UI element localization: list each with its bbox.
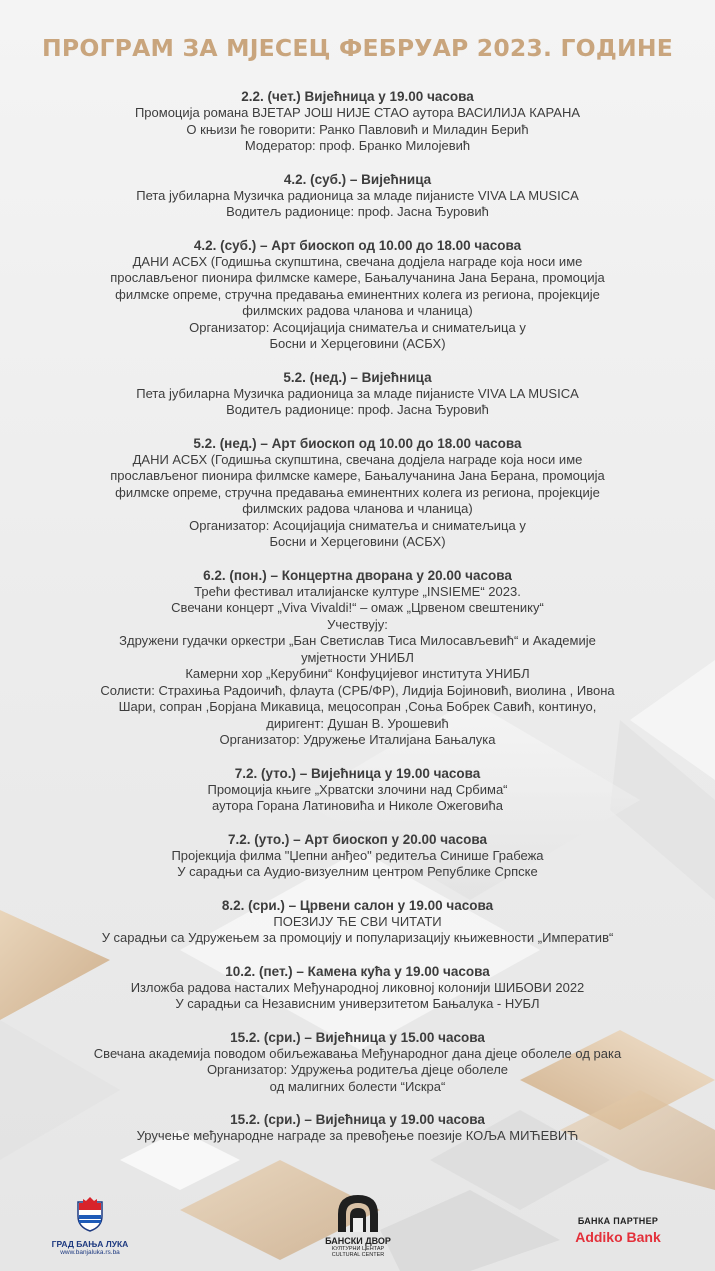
event-item — [0, 897, 715, 947]
event-line: Организатор: Удружење Италијана Бањалука — [219, 732, 496, 747]
event-line: Камерни хор „Керубини“ Конфуцијевог института УНИБЛ — [185, 666, 530, 681]
event-line: Уручење међународне награде за превођење поезије КОЉА МИЋЕВИЋ — [136, 1128, 579, 1143]
event-line: Водитељ радионице: проф. Јасна Ђуровић — [226, 204, 489, 219]
event-line: У сарадњи са Независним универзитетом Бањалука - НУБЛ — [175, 996, 540, 1011]
event-line: аутора Горана Латиновића и Николе Ожеговића — [212, 798, 503, 813]
event-line: У сарадњи са Удружењем за промоцију и популаризацију књижевности „Императив“ — [101, 930, 614, 945]
event-line: ПОЕЗИЈУ ЋЕ СВИ ЧИТАТИ — [273, 913, 442, 929]
event-line: Организатор: Удружења родитеља дјеце оболеле — [206, 1062, 509, 1077]
arch-emblem-icon — [335, 1192, 381, 1232]
cultural-center-subtitle: КУЛТУРНИ ЦЕНТАР — [331, 1246, 385, 1252]
event-item — [0, 171, 715, 221]
event-item — [0, 567, 715, 749]
event-line: Свечана академија поводом обиљежавања Међународног дана дјеце оболеле од рака — [93, 1045, 622, 1061]
event-line: филмских радова чланова и чланица) — [242, 303, 473, 318]
city-logo — [50, 1196, 130, 1256]
city-coat-of-arms-icon — [75, 1196, 105, 1232]
cultural-center-name: БАНСКИ ДВОР — [325, 1236, 391, 1246]
event-heading: 15.2. (сри.) – Вијећница у 19.00 часова — [230, 1112, 485, 1127]
event-line: Свечани концерт „Viva Vivaldi!“ – омаж „Црвеном свештенику“ — [171, 600, 544, 615]
event-list — [0, 88, 715, 1161]
page-title: ПРОГРАМ ЗА МЈЕСЕЦ ФЕБРУАР 2023. ГОДИНЕ — [42, 34, 673, 62]
city-name: ГРАД БАЊА ЛУКА — [51, 1239, 129, 1249]
event-heading: 5.2. (нед.) – Вијећница — [283, 369, 432, 385]
event-item — [0, 1029, 715, 1096]
event-line: Водитељ радионице: проф. Јасна Ђуровић — [226, 402, 489, 417]
event-item — [0, 765, 715, 815]
event-line: од малигних болести “Искра“ — [269, 1078, 446, 1094]
event-item — [0, 831, 715, 881]
event-heading: 8.2. (сри.) – Црвени салон у 19.00 часова — [221, 897, 494, 913]
event-line: Изложба радова насталих Међународној ликовној колонији ШИБОВИ 2022 — [130, 979, 585, 995]
event-line: Босни и Херцеговини (АСБХ) — [269, 336, 446, 351]
event-item — [0, 369, 715, 419]
event-line: Здружени гудачки оркестри „Бан Светислав Тиса Милосављевић“ и Академије — [119, 633, 596, 648]
event-heading: 15.2. (сри.) – Вијећница у 15.00 часова — [230, 1029, 485, 1045]
event-line: ДАНИ АСБХ (Годишња скупштина, свечана додјела награде која носи име — [132, 253, 583, 269]
event-line: Босни и Херцеговини (АСБХ) — [269, 534, 446, 549]
event-line: Шари, сопран ,Борјана Микавица, мецосопран ,Соња Бобрек Савић, континуо, — [118, 699, 597, 714]
event-line: Модератор: проф. Бранко Милојевић — [244, 138, 471, 153]
event-item — [0, 237, 715, 353]
event-line: ДАНИ АСБХ (Годишња скупштина, свечана додјела награде која носи име — [132, 451, 583, 467]
bank-partner-label: БАНКА ПАРТНЕР — [577, 1216, 659, 1226]
event-line: Промоција књиге „Хрватски злочини над Србима“ — [207, 781, 508, 797]
event-item — [0, 435, 715, 551]
footer-logos — [0, 1188, 715, 1268]
event-line: диригент: Душан В. Урошевић — [266, 715, 449, 731]
event-heading: 4.2. (суб.) – Арт биоскоп од 10.00 до 18.00 часова — [193, 237, 522, 253]
event-line: Пета јубиларна Музичка радионица за младе пијанисте VIVA LA MUSICA — [136, 187, 579, 203]
event-line: Солисти: Страхиња Радоичић, флаута (СРБ/ФР), Лидија Бојиновић, виолина , Ивона — [100, 682, 615, 698]
event-line: Пројекција филма "Џепни анђео" редитеља Синише Грабежа — [171, 847, 544, 863]
event-line: филмских радова чланова и чланица) — [242, 501, 473, 516]
event-heading: 4.2. (суб.) – Вијећница — [283, 171, 432, 187]
event-line: Промоција романа ВЈЕТАР ЈОШ НИЈЕ СТАО аутора ВАСИЛИЈА КАРАНА — [134, 105, 581, 120]
event-line: умјетности УНИБЛ — [301, 649, 414, 665]
bank-partner-logo — [558, 1216, 678, 1245]
event-line: Организатор: Асоцијација сниматеља и сниматељица у — [189, 517, 526, 533]
event-line: прослављеног пионира филмске камере, Бањалучанина Јана Берана, промоција — [110, 468, 605, 483]
event-line: филмске опреме, стручна предавања еминентних колега из региона, пројекције — [115, 484, 600, 500]
event-item — [0, 963, 715, 1013]
event-heading: 7.2. (уто.) – Арт биоскоп у 20.00 часова — [227, 831, 488, 847]
event-line: О књизи ће говорити: Ранко Павловић и Миладин Берић — [186, 121, 529, 137]
event-heading: 7.2. (уто.) – Вијећница у 19.00 часова — [234, 765, 481, 781]
event-item — [0, 88, 715, 155]
event-line: Организатор: Асоцијација сниматеља и сниматељица у — [189, 319, 526, 335]
event-line: Учествују: — [327, 616, 388, 632]
city-website: www.banjaluka.rs.ba — [60, 1249, 120, 1256]
event-line: У сарадњи са Аудио-визуелним центром Републике Српске — [177, 864, 538, 879]
event-line: Трећи фестивал италијанске културе „INSIEME“ 2023. — [194, 583, 521, 599]
event-item — [0, 1111, 715, 1145]
cultural-center-logo — [318, 1192, 398, 1258]
event-heading: 6.2. (пон.) – Концертна дворана у 20.00 часова — [203, 567, 512, 583]
event-line: филмске опреме, стручна предавања еминентних колега из региона, пројекције — [115, 286, 600, 302]
event-heading: 2.2. (чет.) Вијећница у 19.00 часова — [241, 89, 474, 104]
event-heading: 5.2. (нед.) – Арт биоскоп од 10.00 до 18.00 часова — [193, 435, 522, 451]
event-heading: 10.2. (пет.) – Камена кућа у 19.00 часова — [225, 963, 490, 979]
event-line: Пета јубиларна Музичка радионица за младе пијанисте VIVA LA MUSICA — [136, 385, 579, 401]
bank-brand: Addiko Bank — [575, 1229, 661, 1245]
cultural-center-subtitle-en: CULTURAL CENTER — [331, 1252, 385, 1258]
event-line: прослављеног пионира филмске камере, Бањалучанина Јана Берана, промоција — [110, 270, 605, 285]
